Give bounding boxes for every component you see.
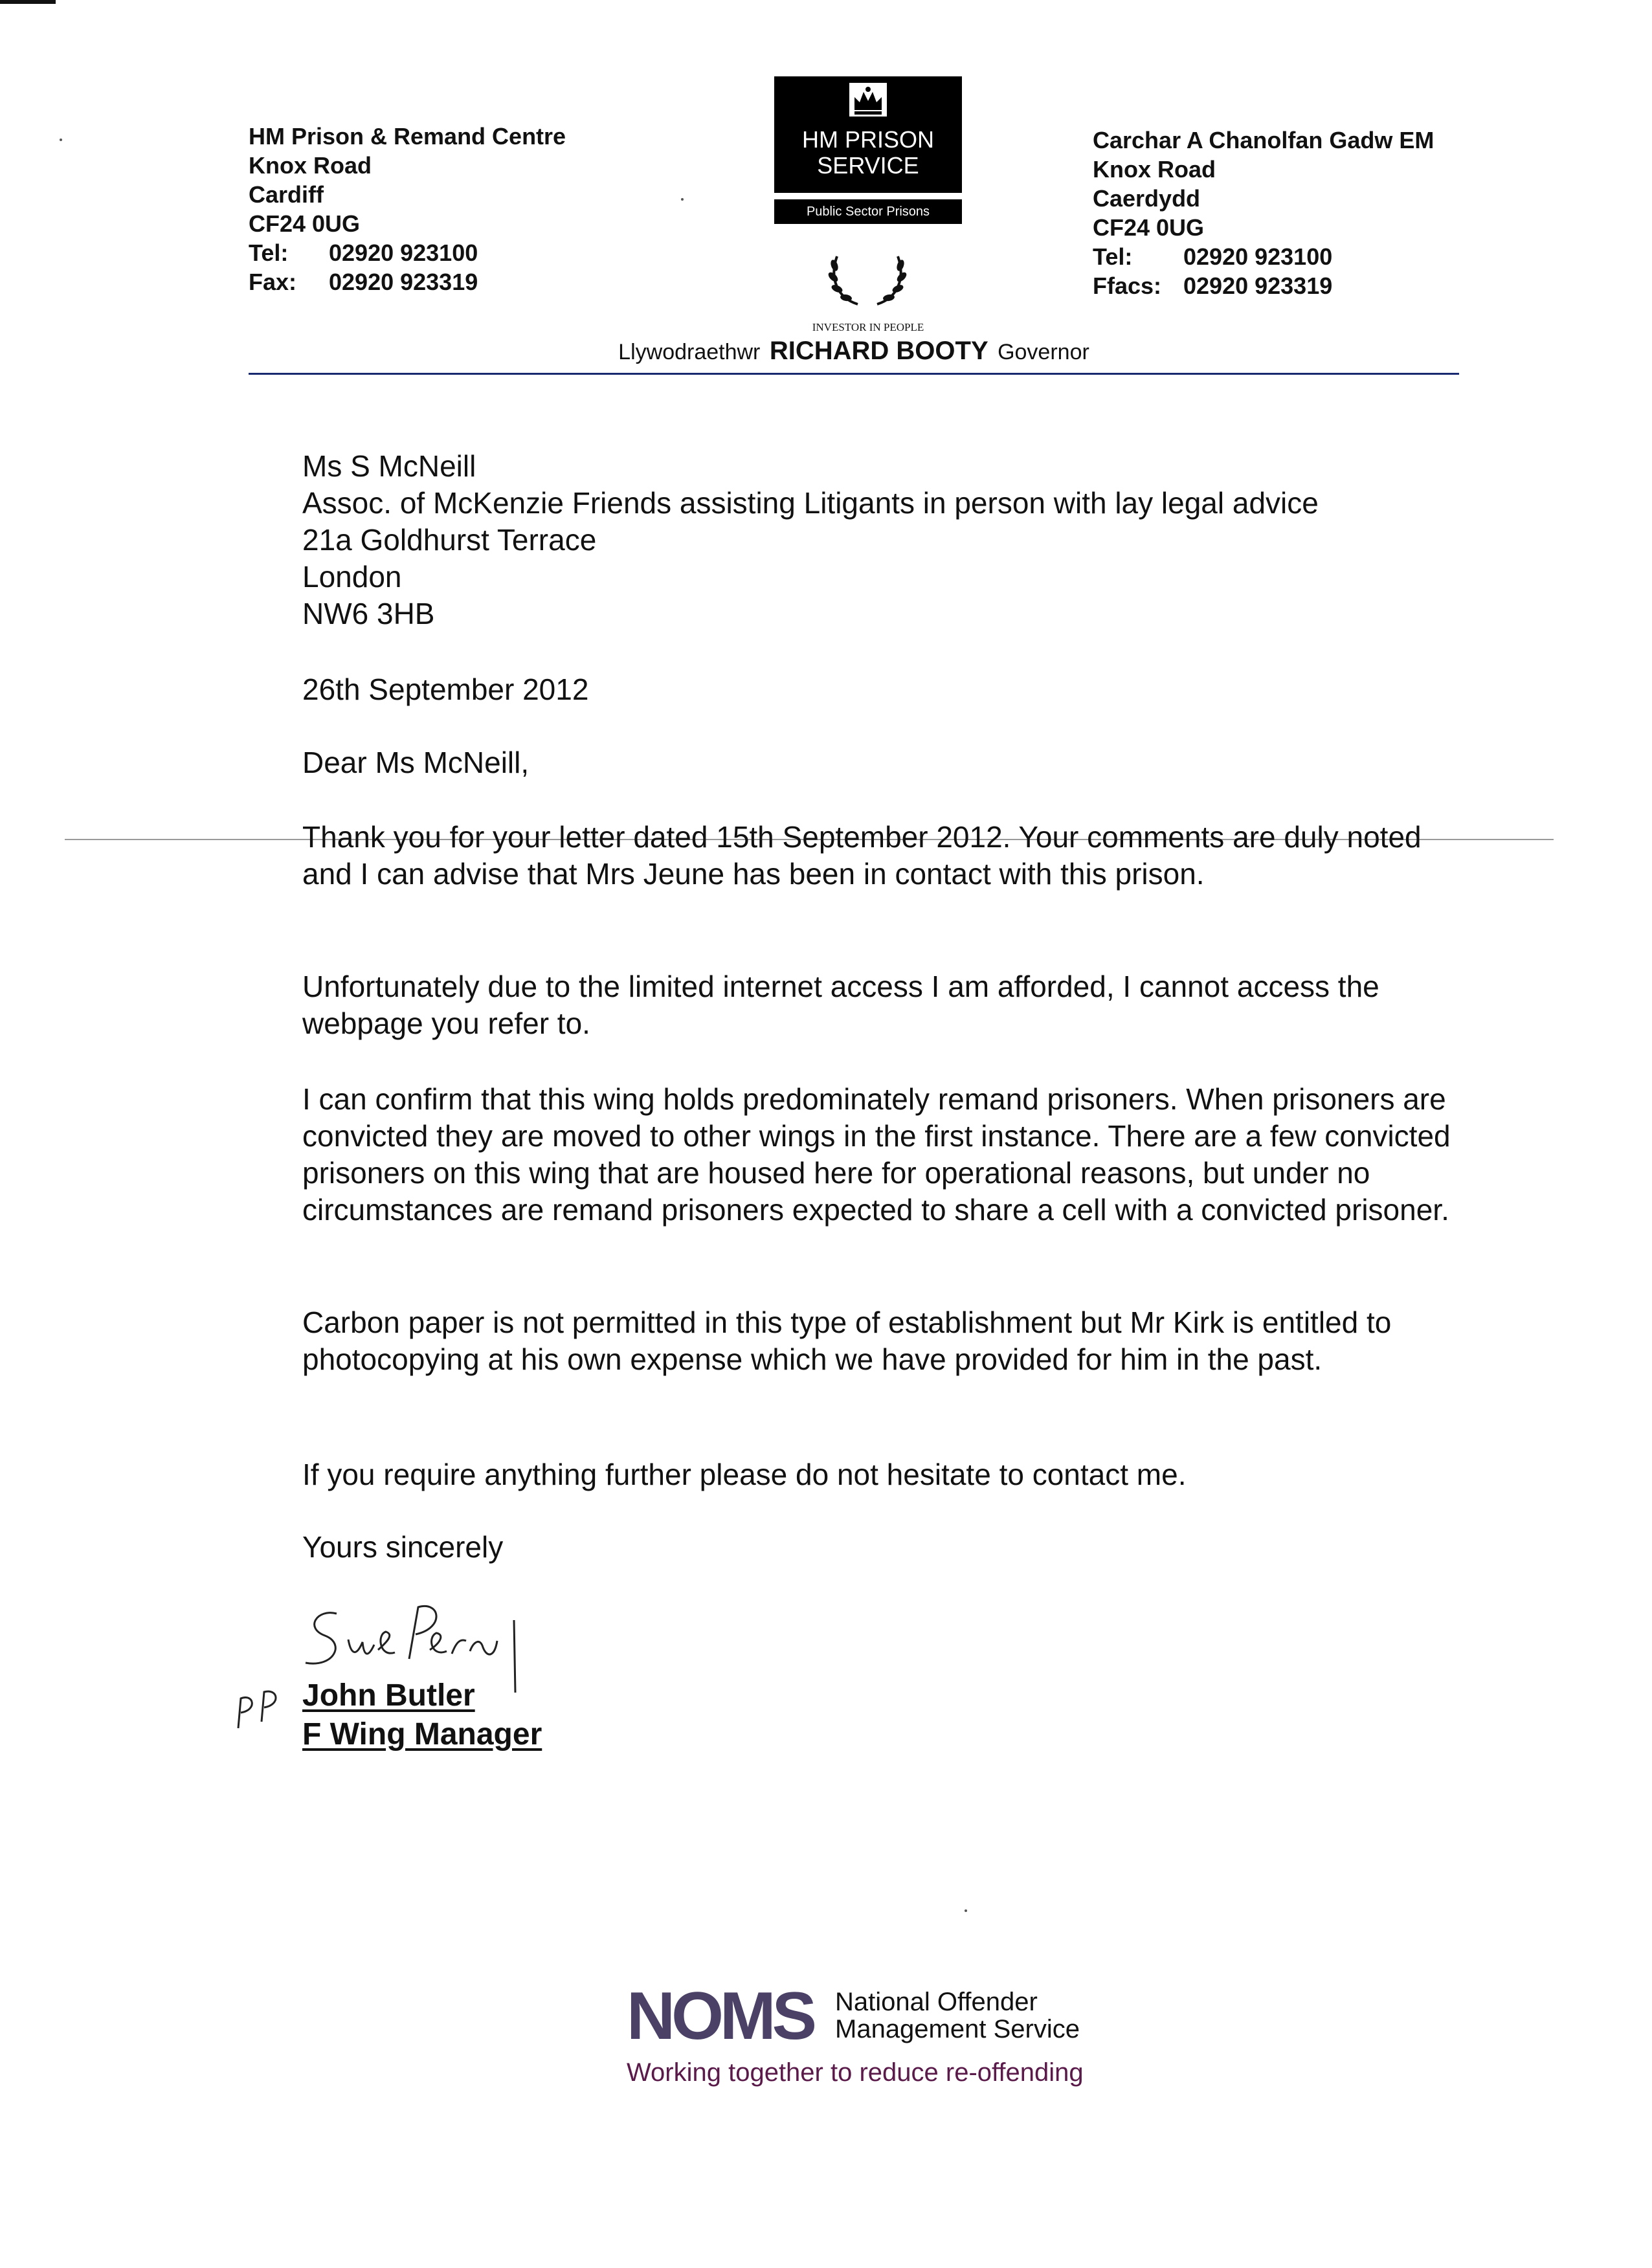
fax-line: [249, 267, 566, 296]
body-paragraph: I can confirm that this wing holds predominately remand prisoners. When prisoners are convicted they are moved to other wings in the first instance. There are a few convicted prisoners on this wing that are housed here for operational reasons, but under no circumstances are remand prisoners expected to share a cell with a convicted prisoner.: [302, 1082, 1451, 1227]
governor-title-welsh: Llywodraethwr: [618, 340, 761, 364]
noms-name-line-2: Management Service: [835, 2015, 1080, 2043]
body-paragraph: If you require anything further please do not hesitate to contact me.: [302, 1458, 1187, 1491]
recipient-line: London: [302, 560, 402, 594]
logo-subtitle: Public Sector Prisons: [774, 199, 962, 224]
governor-line: [249, 337, 1459, 366]
recipient-address: [302, 448, 1319, 632]
address-line: Carchar A Chanolfan Gadw EM: [1093, 127, 1434, 153]
investor-in-people-label: INVESTOR IN PEOPLE: [812, 321, 924, 333]
fax-number: 02920 923319: [1183, 272, 1333, 299]
recipient-line: NW6 3HB: [302, 597, 435, 630]
tel-number: 02920 923100: [329, 239, 478, 266]
scan-speck: [681, 198, 684, 201]
recipient-line: Ms S McNeill: [302, 449, 476, 483]
signatory-title: F Wing Manager: [302, 1717, 542, 1751]
address-line: Knox Road: [249, 152, 372, 179]
tel-label: Tel:: [1093, 243, 1133, 270]
signatory-name: John Butler: [302, 1678, 475, 1713]
fax-label: Fax:: [249, 269, 297, 295]
fax-line: [1093, 271, 1434, 300]
address-line: CF24 0UG: [1093, 214, 1205, 241]
recipient-line: Assoc. of McKenzie Friends assisting Litigants in person with lay legal advice: [302, 486, 1319, 520]
logo-title-line-2: SERVICE: [817, 152, 919, 179]
noms-name-line-1: National Offender: [835, 1988, 1038, 2016]
closing: Yours sincerely: [302, 1530, 504, 1564]
address-line: Caerdydd: [1093, 185, 1201, 212]
logo-title-line-1: HM PRISON: [801, 126, 934, 153]
hm-prison-service-logo: [774, 76, 962, 193]
address-line: Knox Road: [1093, 156, 1216, 183]
noms-logo-mark: NOMS: [627, 1979, 813, 2054]
salutation: Dear Ms McNeill,: [302, 746, 530, 779]
fax-label: Ffacs:: [1093, 272, 1162, 299]
address-line: CF24 0UG: [249, 210, 361, 237]
letterhead-divider: [249, 373, 1459, 375]
sender-address-english: [249, 122, 566, 296]
recipient-line: 21a Goldhurst Terrace: [302, 523, 597, 557]
noms-full-name: [835, 1988, 1080, 2043]
governor-title-english: Governor: [998, 340, 1089, 364]
body-paragraph: Thank you for your letter dated 15th September 2012. Your comments are duly noted and I can advise that Mrs Jeune has been in contact with this prison.: [302, 820, 1422, 891]
handwritten-initials: [232, 1683, 287, 1735]
signatory-block: [302, 1676, 542, 1754]
sender-address-welsh: [1093, 126, 1434, 300]
address-line: Cardiff: [249, 181, 324, 208]
telephone-line: [249, 238, 566, 267]
body-paragraph: Unfortunately due to the limited internet access I am afforded, I cannot access the webpage you refer to.: [302, 970, 1379, 1040]
tel-number: 02920 923100: [1183, 243, 1333, 270]
governor-name: RICHARD BOOTY: [769, 337, 988, 365]
tel-label: Tel:: [249, 239, 289, 266]
laurel-wreath-icon: [825, 239, 910, 311]
letter-date: 26th September 2012: [302, 673, 589, 706]
scan-speck: [60, 139, 62, 141]
crown-icon: [845, 82, 891, 118]
fax-number: 02920 923319: [329, 269, 478, 295]
scan-speck: [965, 1909, 967, 1912]
scan-corner-mark: [0, 0, 56, 4]
telephone-line: [1093, 242, 1434, 271]
noms-tagline: Working together to reduce re-offending: [627, 2058, 1084, 2087]
body-paragraph: Carbon paper is not permitted in this type of establishment but Mr Kirk is entitled to photocopying at his own expense which we have provided for him in the past.: [302, 1306, 1392, 1376]
address-line: HM Prison & Remand Centre: [249, 123, 566, 150]
